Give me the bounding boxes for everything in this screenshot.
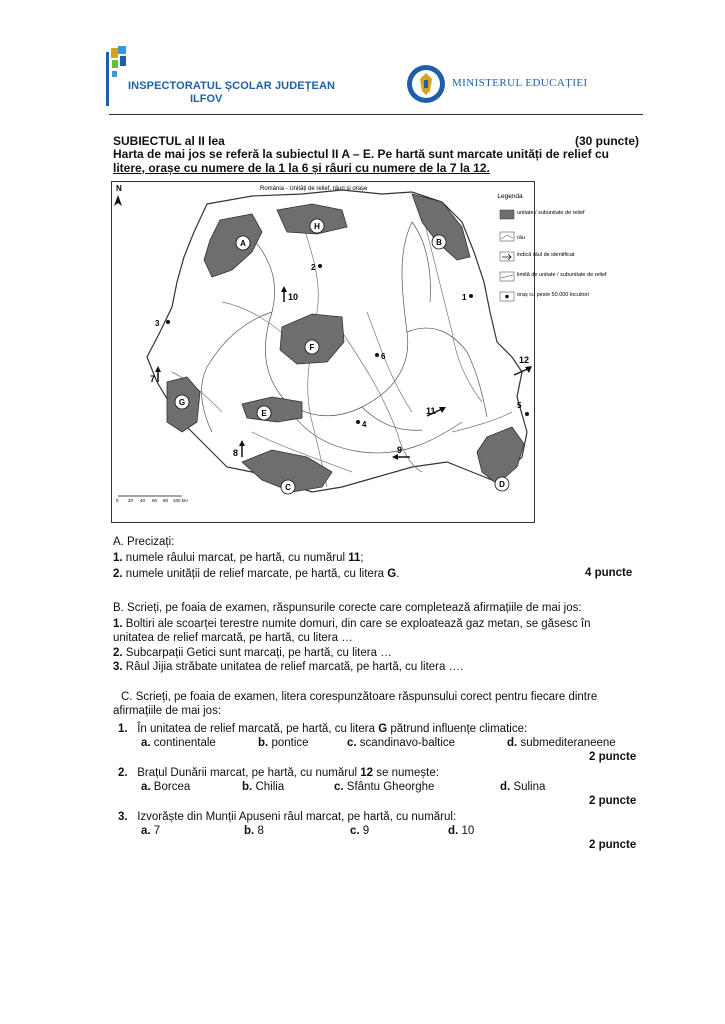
relief-unit-b xyxy=(412,194,470,260)
river-10: 10 xyxy=(288,292,299,302)
scale-0: 0 xyxy=(116,498,119,503)
scale-bar xyxy=(116,496,188,503)
letter-b: B xyxy=(436,238,442,247)
city-5-dot xyxy=(525,412,529,416)
letter-g: G xyxy=(178,398,186,407)
river-11: 11 xyxy=(426,406,436,416)
header-divider xyxy=(109,114,643,115)
q2-option-d: d. Sulina xyxy=(500,781,546,793)
north-arrow-icon xyxy=(114,195,122,206)
legend-arrow: indică râul de identificat xyxy=(517,252,575,258)
section-b-heading: B. Scrieți, pe foaia de examen, răspunsurile corecte care completează afirmațiile de mai jos: xyxy=(113,602,582,614)
q1-points: 2 puncte xyxy=(589,751,637,763)
q2-option-a: a. Borcea xyxy=(141,781,191,793)
isj-name: INSPECTORATUL ȘCOLAR JUDEȚEAN xyxy=(128,80,336,92)
q2-option-c: c. Sfântu Gheorghe xyxy=(334,781,435,793)
map-canvas xyxy=(112,182,607,522)
relief-units xyxy=(167,194,524,492)
question-c2: 2. Brațul Dunării marcat, pe hartă, cu numărul 12 se numește: xyxy=(118,767,439,779)
city-markers xyxy=(155,263,529,429)
city-2: 2 xyxy=(311,263,316,272)
city-3-dot xyxy=(166,320,170,324)
map-legend xyxy=(497,193,607,301)
city-1-dot xyxy=(469,294,473,298)
legend-relief-swatch xyxy=(500,210,514,219)
q3-option-b: b. 8 xyxy=(244,825,264,837)
q3-option-c: c. 9 xyxy=(350,825,370,837)
question-c3: 3. Izvorăște din Munții Apuseni râul marcat, pe hartă, cu numărul: xyxy=(118,811,457,823)
river-7-arrowhead-icon xyxy=(155,366,161,372)
river-9: 9 xyxy=(397,445,403,455)
scale-60: 60 xyxy=(152,498,158,503)
legend-river-swatch xyxy=(500,232,514,241)
section-a-item-2: 2. numele unității de relief marcate, pe hartă, cu litera G. xyxy=(113,568,400,580)
ministry-seal-icon xyxy=(406,64,446,104)
section-a-heading: A. Precizați: xyxy=(113,536,175,548)
subject-points: (30 puncte) xyxy=(575,134,640,148)
question-c1: 1. În unitatea de relief marcată, pe hartă, cu litera G pătrund influențe climatice: xyxy=(118,723,528,735)
intro-line-1: Harta de mai jos se referă la subiectul II A – E. Pe hartă sunt marcate unități de relief cu xyxy=(113,147,609,161)
letter-h: H xyxy=(314,222,320,231)
river-12: 12 xyxy=(519,355,530,365)
q2-points: 2 puncte xyxy=(589,795,637,807)
legend-relief: unitate / subunitate de relief xyxy=(517,210,585,216)
relief-unit-e xyxy=(242,397,302,422)
section-a-item-1: 1. numele râului marcat, pe hartă, cu numărul 11; xyxy=(113,552,364,564)
q1-option-d: d. submediteraneene xyxy=(507,737,616,749)
legend-boundary: limită de unitate / subunitate de relief xyxy=(517,272,607,278)
legend-city: oraș cu peste 50.000 locuitori xyxy=(517,292,589,298)
subject-intro xyxy=(113,147,643,175)
q1-option-c: c. scandinavo-baltice xyxy=(347,737,456,749)
city-4-dot xyxy=(356,420,360,424)
scale-80: 80 xyxy=(163,498,169,503)
city-4: 4 xyxy=(362,420,367,429)
river-8-arrowhead-icon xyxy=(239,440,245,446)
q3-option-a: a. 7 xyxy=(141,825,161,837)
section-c-heading: C. Scrieți, pe foaia de examen, litera corespunzătoare răspunsului corect pentru fiecare dintre afirmațiile de mai jos: xyxy=(113,691,598,717)
letter-a: A xyxy=(240,239,246,248)
map-title: România - Unități de relief, râuri și orașe xyxy=(260,186,368,192)
relief-unit-a xyxy=(204,214,262,277)
north-label: N xyxy=(116,184,122,193)
letter-f: F xyxy=(309,343,315,352)
subject-title: SUBIECTUL al II lea xyxy=(113,134,225,148)
ministry-name: MINISTERUL EDUCAȚIEI xyxy=(452,77,588,89)
city-1: 1 xyxy=(462,293,467,302)
q3-points: 2 puncte xyxy=(589,839,637,851)
city-6-dot xyxy=(375,353,379,357)
legend-river: râu xyxy=(517,235,525,241)
city-6: 6 xyxy=(381,352,386,361)
river-markers xyxy=(150,286,532,460)
river-8: 8 xyxy=(233,448,239,458)
isj-logo xyxy=(103,44,131,106)
section-a-points: 4 puncte xyxy=(585,567,633,579)
city-5: 5 xyxy=(517,401,522,410)
letter-c: C xyxy=(285,483,291,492)
intro-line-2: litere, orașe cu numere de la 1 la 6 și râuri cu numere de la 7 la 12. xyxy=(113,161,490,175)
relief-unit-d xyxy=(477,427,524,484)
isj-county: ILFOV xyxy=(190,93,223,105)
q3-option-d: d. 10 xyxy=(448,825,475,837)
river-7: 7 xyxy=(150,374,156,384)
relief-unit-f xyxy=(280,314,344,364)
letter-d: D xyxy=(499,480,505,489)
legend-title: Legenda xyxy=(497,193,523,200)
section-b-item-2: 2. Subcarpații Getici sunt marcați, pe hartă, cu litera … xyxy=(113,647,392,659)
river-10-arrowhead-icon xyxy=(281,286,287,292)
q1-option-a: a. continentale xyxy=(141,737,216,749)
scale-40: 40 xyxy=(140,498,146,503)
section-b-item-1: 1. Boltiri ale scoarței terestre numite domuri, din care se exploatează gaz metan, se găsesc în unitatea de relief marcată, pe hartă, cu litera … xyxy=(113,618,591,644)
romania-relief-map xyxy=(111,181,607,523)
city-2-dot xyxy=(318,264,322,268)
scale-100km: 100 km xyxy=(173,498,188,503)
scale-20: 20 xyxy=(128,498,134,503)
q1-option-b: b. pontice xyxy=(258,737,309,749)
q2-option-b: b. Chilia xyxy=(242,781,285,793)
city-3: 3 xyxy=(155,319,160,328)
section-b-item-3: 3. Râul Jijia străbate unitatea de relief marcată, pe hartă, cu litera …. xyxy=(113,661,464,673)
letter-e: E xyxy=(261,409,267,418)
legend-arrow-swatch xyxy=(500,252,514,261)
